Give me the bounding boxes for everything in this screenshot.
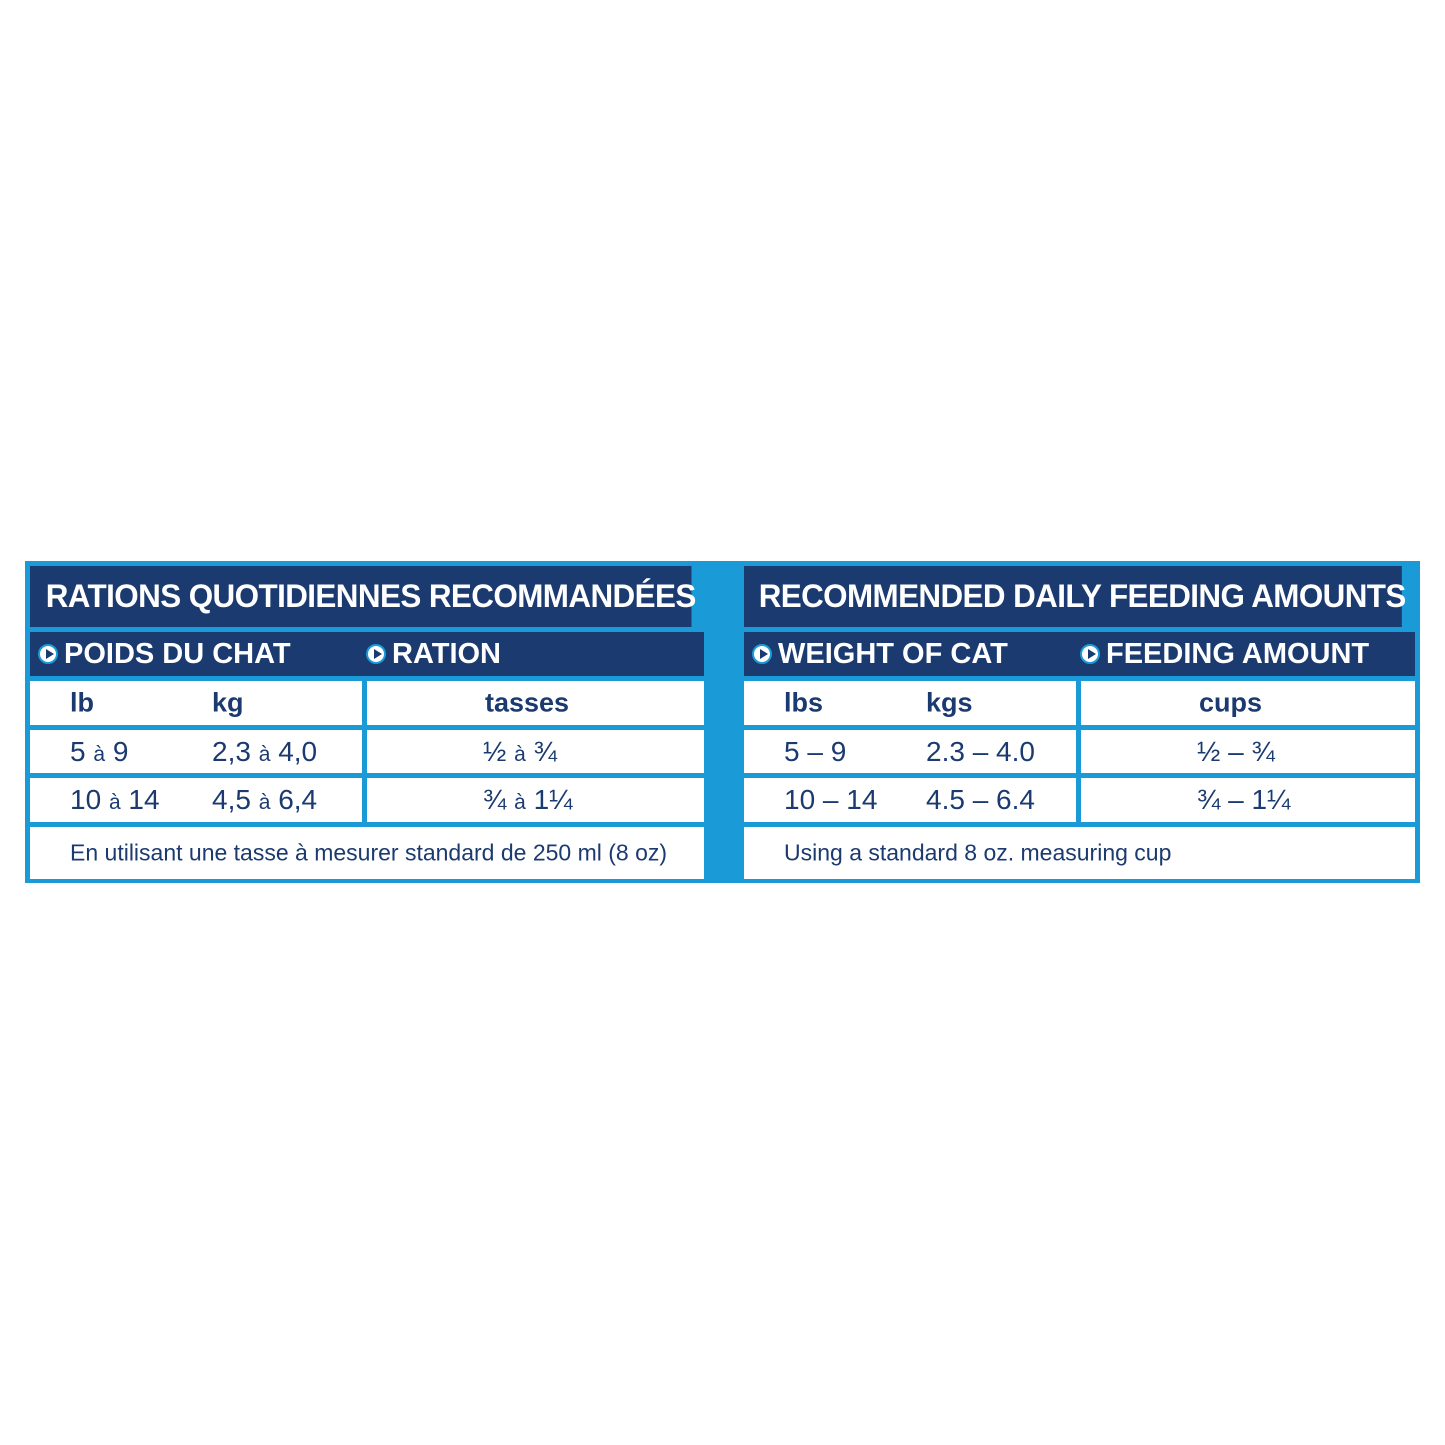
feeding-guide-frame (25, 561, 1420, 883)
french-cups-header (367, 681, 704, 725)
english-lb-range: 10 – 14 (784, 784, 878, 815)
english-weight-units-header (744, 681, 1076, 725)
french-cups-range: ½ à ¾ (483, 735, 557, 767)
english-col-cups: cups (1199, 687, 1263, 718)
english-lb-range: 5 – 9 (784, 735, 847, 767)
english-title: RECOMMENDED DAILY FEEDING AMOUNTS (744, 566, 1402, 627)
english-col-kgs: kgs (926, 687, 973, 718)
table-row (1081, 778, 1415, 822)
french-cups-range: ¾ à 1¼ (483, 784, 573, 815)
play-circle-icon (752, 644, 772, 664)
table-row (30, 778, 362, 822)
english-cups-header (1081, 681, 1415, 725)
french-weight-heading-label: POIDS DU CHAT (64, 638, 291, 670)
french-amount-heading (366, 632, 501, 676)
table-row (744, 730, 1076, 773)
english-weight-heading-label: WEIGHT OF CAT (778, 638, 1008, 670)
play-circle-icon (38, 644, 58, 664)
french-measuring-note: En utilisant une tasse à mesurer standard de 250 ml (8 oz) (30, 827, 704, 879)
french-lb-range: 5 à 9 (70, 735, 129, 767)
english-kg-range: 4.5 – 6.4 (926, 784, 1035, 815)
english-col-lbs: lbs (784, 687, 824, 718)
table-row (367, 778, 704, 822)
english-cups-range: ¾ – 1¼ (1197, 784, 1291, 815)
english-measuring-note: Using a standard 8 oz. measuring cup (744, 827, 1415, 879)
table-row (30, 730, 362, 773)
french-kg-range: 2,3 à 4,0 (212, 735, 318, 767)
english-cups-range: ½ – ¾ (1197, 735, 1275, 767)
french-col-lb: lb (70, 687, 94, 718)
table-row (1081, 730, 1415, 773)
english-weight-heading (752, 632, 1008, 676)
english-subheading-bar (744, 632, 1415, 676)
french-col-kg: kg (212, 687, 244, 718)
play-circle-icon (1080, 644, 1100, 664)
french-feeding-table (30, 566, 704, 879)
english-feeding-table (744, 566, 1415, 879)
table-row (744, 778, 1076, 822)
french-subheading-bar (30, 632, 704, 676)
french-title: RATIONS QUOTIDIENNES RECOMMANDÉES (30, 566, 691, 627)
english-kg-range: 2.3 – 4.0 (926, 735, 1035, 767)
play-circle-icon (366, 644, 386, 664)
english-amount-heading (1080, 632, 1369, 676)
english-amount-heading-label: FEEDING AMOUNT (1106, 638, 1370, 670)
french-kg-range: 4,5 à 6,4 (212, 784, 318, 815)
table-row (367, 730, 704, 773)
french-col-cups: tasses (485, 687, 570, 718)
french-weight-heading (38, 632, 291, 676)
french-weight-units-header (30, 681, 362, 725)
french-lb-range: 10 à 14 (70, 784, 160, 815)
french-amount-heading-label: RATION (392, 638, 502, 670)
